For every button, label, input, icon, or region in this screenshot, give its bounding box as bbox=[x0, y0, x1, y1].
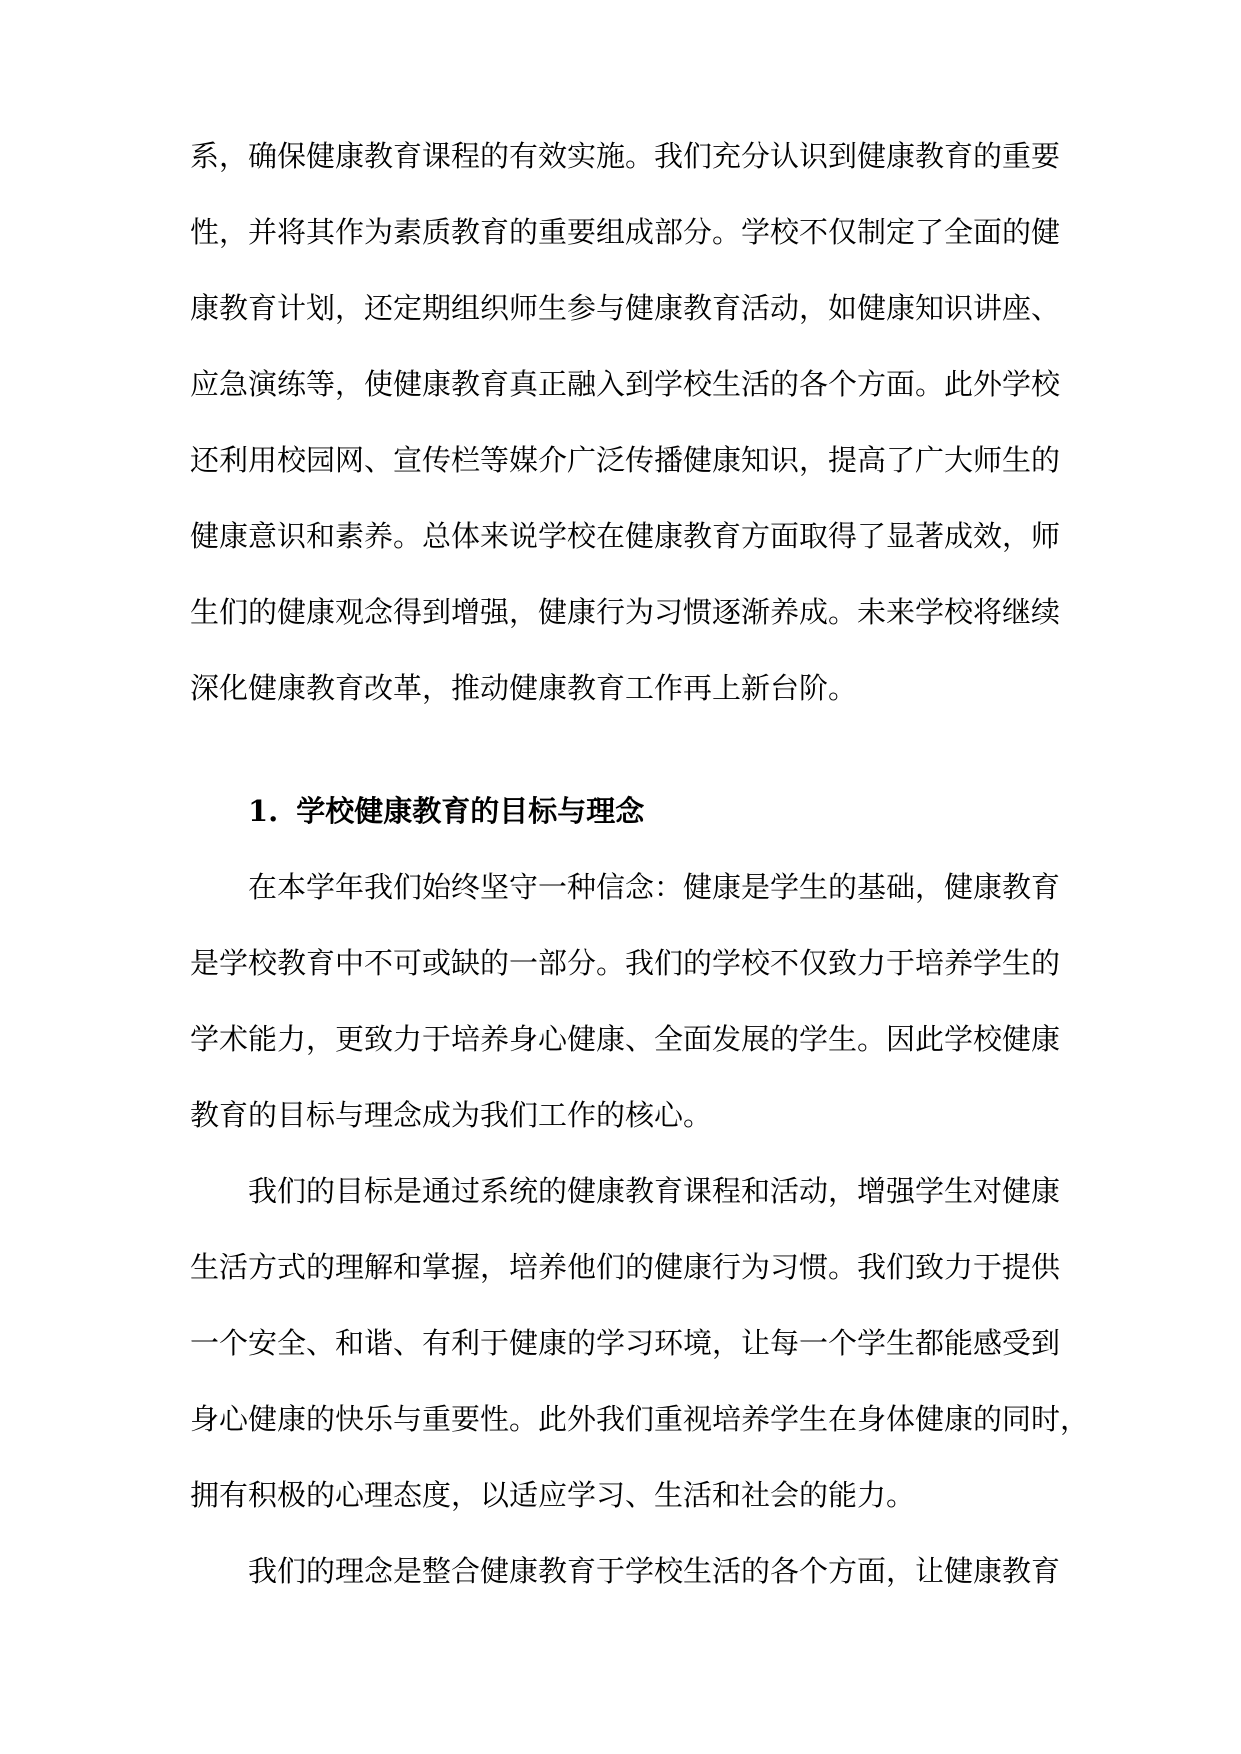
section-number: 1. bbox=[248, 794, 279, 828]
text-line: 应急演练等，使健康教育真正融入到学校生活的各个方面。此外学校 bbox=[190, 367, 1061, 401]
text-line: 学术能力，更致力于培养身心健康、全面发展的学生。因此学校健康 bbox=[190, 1022, 1061, 1056]
section-title: 学校健康教育的目标与理念 bbox=[296, 794, 645, 828]
text-line: 系，确保健康教育课程的有效实施。我们充分认识到健康教育的重要 bbox=[190, 139, 1061, 173]
text-line: 健康意识和素养。总体来说学校在健康教育方面取得了显著成效，师 bbox=[190, 519, 1061, 553]
text-line: 性，并将其作为素质教育的重要组成部分。学校不仅制定了全面的健 bbox=[190, 215, 1061, 249]
text-line: 一个安全、和谐、有利于健康的学习环境，让每一个学生都能感受到 bbox=[190, 1326, 1061, 1360]
text-line: 是学校教育中不可或缺的一部分。我们的学校不仅致力于培养学生的 bbox=[190, 946, 1061, 980]
text-line: 生活方式的理解和掌握，培养他们的健康行为习惯。我们致力于提供 bbox=[190, 1250, 1061, 1284]
text-line: 生们的健康观念得到增强，健康行为习惯逐渐养成。未来学校将继续 bbox=[190, 595, 1061, 629]
paragraph-concept bbox=[190, 1533, 1061, 1609]
text-line: 康教育计划，还定期组织师生参与健康教育活动，如健康知识讲座、 bbox=[190, 291, 1061, 325]
paragraph-goal bbox=[190, 1153, 1090, 1533]
paragraph-intro bbox=[190, 118, 1061, 726]
text-line: 深化健康教育改革，推动健康教育工作再上新台阶。 bbox=[190, 671, 858, 705]
paragraph-belief bbox=[190, 849, 1061, 1153]
section-heading bbox=[248, 773, 644, 849]
text-line: 教育的目标与理念成为我们工作的核心。 bbox=[190, 1098, 713, 1132]
text-line: 我们的目标是通过系统的健康教育课程和活动，增强学生对健康 bbox=[248, 1174, 1061, 1208]
text-line: 身心健康的快乐与重要性。此外我们重视培养学生在身体健康的同时， bbox=[190, 1402, 1090, 1436]
text-line: 还利用校园网、宣传栏等媒介广泛传播健康知识，提高了广大师生的 bbox=[190, 443, 1061, 477]
text-line: 我们的理念是整合健康教育于学校生活的各个方面，让健康教育 bbox=[248, 1554, 1061, 1588]
text-line: 拥有积极的心理态度，以适应学习、生活和社会的能力。 bbox=[190, 1478, 916, 1512]
text-line: 在本学年我们始终坚守一种信念：健康是学生的基础，健康教育 bbox=[248, 870, 1061, 904]
